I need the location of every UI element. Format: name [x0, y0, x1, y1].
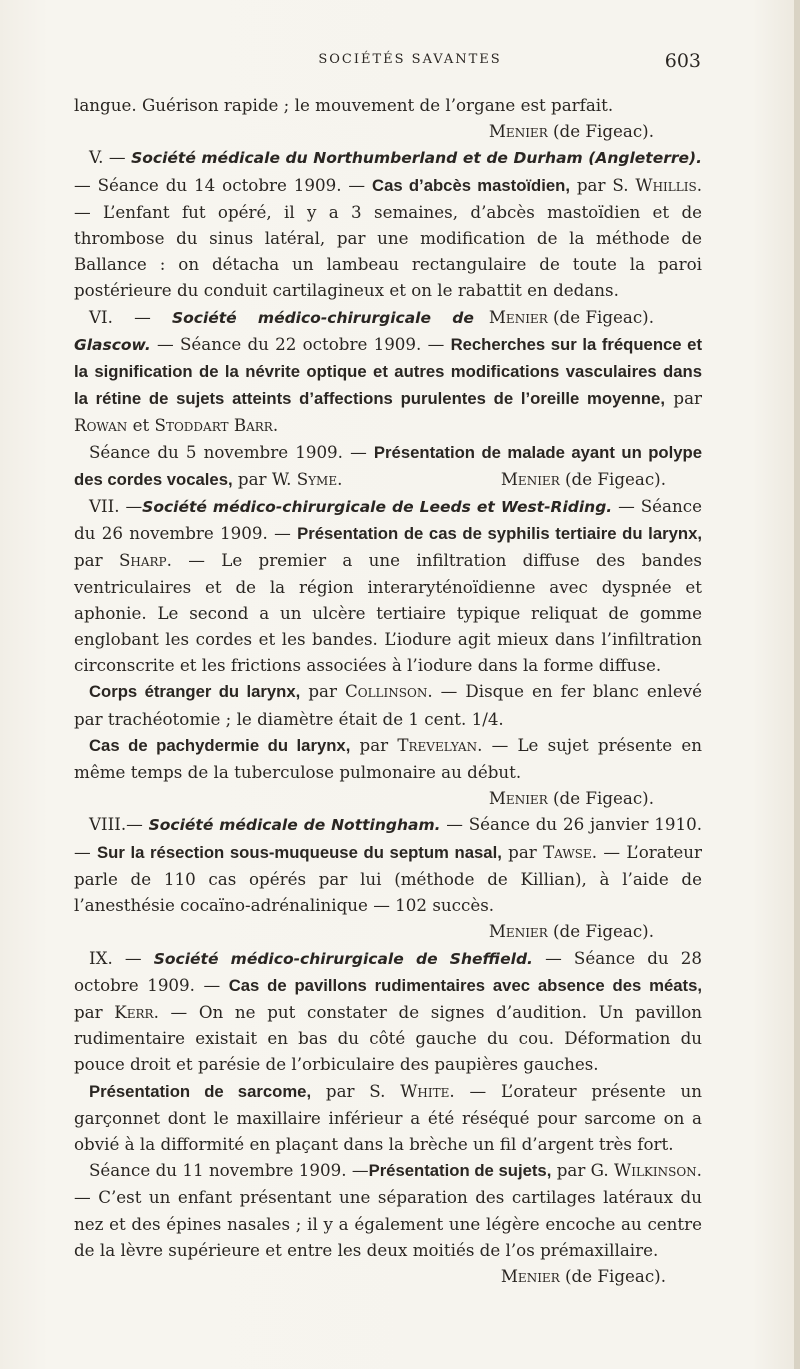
section-viii: VIII.— Société médicale de Nottingham. — Séance du 26 janvier 1910. — Sur la résection sous-muqueuse du septum nasal, par Tawse. — L’orateur parle de 110 cas opérés par lui (méthode de Killian), à l’aide de l’anesthésie cocaïno-adrénalinique — 102 succès. Menier (de Figeac).	[74, 811, 702, 944]
article-body	[74, 92, 702, 1289]
presenter-name: Trevelyan	[397, 734, 478, 755]
signature: Menier (de Figeac).	[488, 306, 654, 327]
signature: Menier (de Figeac).	[488, 788, 654, 809]
communication-title: Cas de pachydermie du larynx,	[89, 735, 351, 755]
communication-title: Sur la résection sous-muqueuse du septum nasal,	[97, 842, 502, 862]
section-ix-third: Séance du 11 novembre 1909. —Présentation de sujets, par G. Wilkinson. — C’est un enfant présentant une séparation des cartilages latéraux du nez et des épines nasales ; il y a également une légère encoche au centre de la lèvre supérieure et entre les deux moitiés de l’os prémaxillaire. Menier (de Figeac).	[74, 1157, 702, 1263]
paragraph-continuation: langue. Guérison rapide ; le mouvement de l’organe est parfait. Menier (de Figeac).	[74, 92, 702, 144]
society-name: Société médicale de Nottingham.	[148, 816, 441, 835]
presenter-name: White	[400, 1080, 450, 1101]
section-vi: VI. — Société médico-chirurgicale de Glascow. — Séance du 22 octobre 1909. — Recherches sur la fréquence et la signification de la névrite optique et autres modifications vasculaires dans la rétine de sujets atteints d’affections purulentes de l’oreille moyenne, par Rowan et Stoddart Barr.	[74, 306, 703, 436]
signature: Menier (de Figeac).	[488, 121, 654, 142]
presenter-name: Whillis	[635, 174, 697, 195]
communication-title: Recherches sur la fréquence et la signification de la névrite optique et autres modifications vasculaires dans la rétine de sujets atteints d’affections purulentes de l’oreille moyenne,	[74, 334, 703, 409]
communication-title: Cas de pavillons rudimentaires avec absence des méats,	[228, 975, 702, 995]
communication-title: Cas d’abcès mastoïdien,	[372, 175, 570, 195]
communication-title: Présentation de malade ayant un polype des cordes vocales,	[74, 442, 703, 489]
presenter-name: Tawse	[543, 841, 592, 862]
page-edge-shadow	[794, 0, 800, 1369]
section-vii: VII. —Société médico-chirurgicale de Leeds et West-Riding. — Séance du 26 novembre 1909. — Présentation de cas de syphilis tertiaire du larynx, par Sharp. — Le premier a une infiltration diffuse des bandes ventriculaires et de la région interaryténoïdienne avec dyspnée et aphonie. Le second a un ulcère tertiaire typique reliquat de gomme englobant les cordes et les bandes. L’iodure agit mieux dans l’infiltration circonscrite et les frictions associées à l’iodure dans la forme diffuse.	[74, 496, 702, 676]
presenter-name: Syme	[296, 468, 338, 489]
page-number: 603	[664, 50, 701, 72]
section-vi-second: Séance du 5 novembre 1909. — Présentation de malade ayant un polype des cordes vocales, par W. Syme. Menier (de Figeac).	[74, 439, 702, 493]
presenter-name: Kerr	[114, 1001, 154, 1022]
communication-title: Corps étranger du larynx,	[89, 682, 301, 702]
society-name: Société médicale du Northumberland et de Durham (Angleterre).	[131, 149, 703, 168]
presenter-name: Sharp	[118, 550, 167, 571]
society-name: Société médico-chirurgicale de Glascow.	[74, 308, 474, 354]
section-vii-third: Cas de pachydermie du larynx, par Trevelyan. — Le sujet présente en même temps de la tuberculose pulmonaire au début. Menier (de Figeac).	[74, 732, 702, 812]
signature: Menier (de Figeac).	[500, 1265, 666, 1286]
section-vii-second: Corps étranger du larynx, par Collinson. — Disque en fer blanc enlevé par trachéotomie ; le diamètre était de 1 cent. 1/4.	[74, 681, 702, 729]
running-title: SOCIÉTÉS SAVANTES	[318, 52, 502, 67]
presenter-name: Wilkinson	[614, 1160, 697, 1181]
section-ix-second: Présentation de sarcome, par S. White. — L’orateur présente un garçonnet dont le maxillaire inférieur a été réséqué pour sarcome on a obvié à la difformité en plaçant dans la brèche un fil d’argent très fort.	[74, 1080, 702, 1154]
page-header	[0, 50, 800, 76]
signature: Menier (de Figeac).	[500, 468, 666, 489]
signature: Menier (de Figeac).	[488, 921, 654, 942]
society-name: Société médico-chirurgicale de Sheffield.	[153, 949, 533, 968]
section-v: V. — Société médicale du Northumberland et de Durham (Angleterre). — Séance du 14 octobre 1909. — Cas d’abcès mastoïdien, par S. Whillis. — L’enfant fut opéré, il y a 3 semaines, d’abcès mastoïdien et de thrombose du sinus latéral, par une modification de la méthode de Ballance : on détacha un lambeau rectangulaire de toute la paroi postérieure du conduit cartilagineux et on le rabattit en dedans. Menier (de Figeac).	[74, 144, 702, 303]
communication-title: Présentation de sujets,	[368, 1161, 552, 1181]
society-name: Société médico-chirurgicale de Leeds et West-Riding.	[142, 498, 613, 517]
presenter-name: Collinson	[344, 681, 428, 702]
presenter-name: Stoddart Barr	[154, 415, 273, 436]
communication-title: Présentation de cas de syphilis tertiaire du larynx,	[297, 524, 702, 544]
presenter-name: Rowan	[74, 415, 128, 436]
communication-title: Présentation de sarcome,	[89, 1081, 312, 1101]
section-ix: IX. — Société médico-chirurgicale de Sheffield. — Séance du 28 octobre 1909. — Cas de pavillons rudimentaires avec absence des méats, par Kerr. — On ne put constater de signes d’audition. Un pavillon rudimentaire existait en bas du côté gauche du cou. Déformation du pouce droit et parésie de l’orbiculaire des paupières gauches.	[74, 947, 703, 1075]
